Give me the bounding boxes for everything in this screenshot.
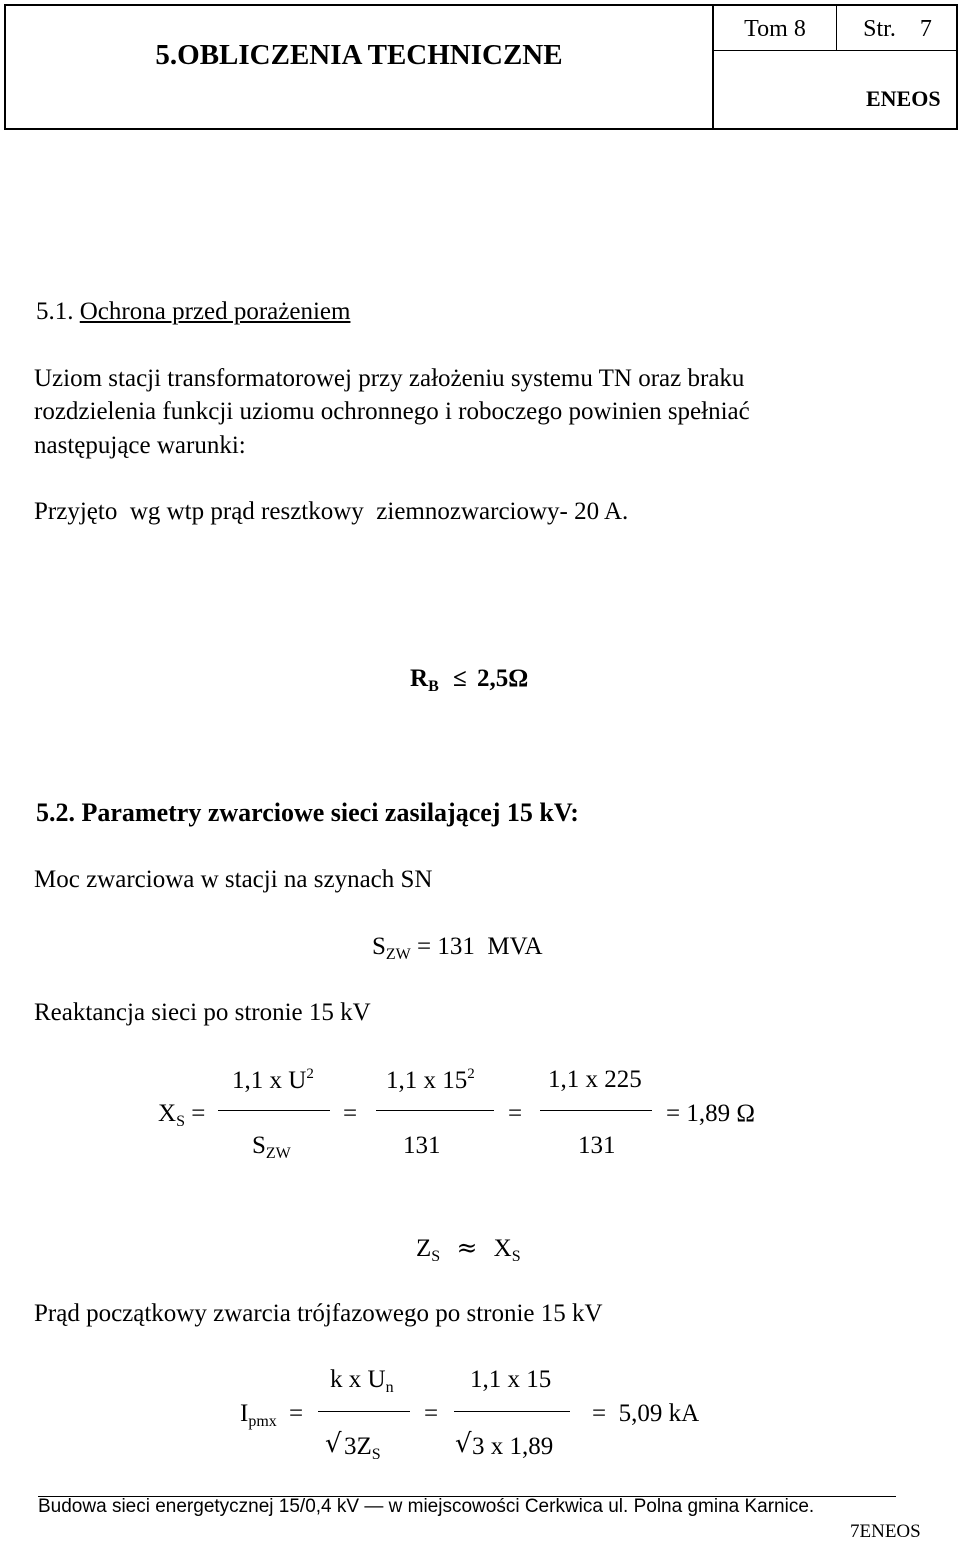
ipmx-fraction-bar1 [318,1411,410,1412]
header-cell-line [714,50,958,51]
xs-symbol: X [158,1100,177,1127]
section1-para-line3: następujące warunki: [34,432,246,459]
header-page: Str. 7 [863,16,932,42]
ipmx-num1: k x $U_n$ [330,1366,394,1396]
document-header [4,4,958,130]
rb-relation: ≤ [452,665,467,692]
section1-para-line1: Uziom stacji transformatorowej przy założeniu systemu TN oraz braku [34,365,745,392]
zs-subscript: S [431,1248,441,1265]
ipmx-lhs [240,1401,303,1430]
ipmx-subscript: pmx [248,1413,277,1430]
ipmx-fraction-bar2 [454,1411,570,1412]
xs-fraction-bar3 [540,1110,652,1111]
xs-eq2: = [343,1100,358,1127]
sqrt-icon-2: √ [455,1429,472,1459]
footer-text: Budowa sieci energetycznej 15/0,4 kV — w miejscowości Cerkwica ul. Polna gmina Karnice. [38,1496,815,1517]
xs-den2: 131 [403,1132,441,1159]
rb-symbol: R [410,665,429,692]
xs2-subscript: S [511,1248,521,1265]
footer-page: 7ENEOS [850,1521,921,1542]
xs-num1: 1,1 x $U^2$ [232,1066,314,1094]
szw-symbol: S [372,933,386,960]
xs-result: = 1,89 Ω [666,1100,755,1127]
section1-heading [36,299,350,324]
ipmx-symbol: I [240,1400,249,1427]
xs-eq3: = [508,1100,523,1127]
zs-symbol: Z [416,1235,432,1262]
ipmx-eq: = [289,1400,304,1427]
prad-label: Prąd początkowy zwarcia trójfazowego po stronie 15 kV [34,1300,603,1327]
header-title: 5.OBLICZENIA TECHNICZNE [155,39,563,71]
szw-value: = 131 MVA [410,933,543,960]
xs-subscript: S [176,1113,185,1130]
ipmx-eq2: = [424,1400,439,1427]
rb-subscript: B [428,678,439,695]
ipmx-result: = 5,09 kA [592,1400,700,1427]
sqrt-icon: √ [325,1429,342,1459]
xs-den3: 131 [578,1132,616,1159]
xs2-symbol: X [493,1235,512,1262]
section2-heading: 5.2. Parametry zwarciowe sieci zasilającej 15 kV: [36,798,579,827]
szw-subscript: ZW [385,946,411,963]
moc-label: Moc zwarciowa w stacji na szynach SN [34,866,433,893]
xs-fraction-bar2 [376,1110,494,1111]
rb-value: 2,5Ω [476,665,529,692]
section1-heading-text: Ochrona przed porażeniem [79,298,351,325]
ipmx-den1: $3Z_S$ [344,1433,381,1463]
reaktancja-label: Reaktancja sieci po stronie 15 kV [34,999,371,1026]
section1-para2: Przyjęto wg wtp prąd resztkowy ziemnozwarciowy- 20 A. [34,498,629,525]
szw-formula [372,934,543,963]
xs-num2: 1,1 x $15^2$ [386,1066,475,1094]
xs-fraction-bar1 [218,1110,330,1111]
header-org: ENEOS [866,86,941,111]
section1-para-line2: rozdzielenia funkcji uziomu ochronnego i roboczego powinien spełniać [34,398,750,425]
xs-lhs [158,1101,205,1130]
rb-formula [410,666,528,695]
xs-den1: $S_{ZW}$ [252,1132,291,1162]
ipmx-den2: 3 x 1,89 [472,1433,554,1460]
ipmx-num2: 1,1 x 15 [470,1366,552,1393]
xs-eq: = [191,1100,206,1127]
header-tom: Tom 8 [744,16,806,42]
xs-num3: 1,1 x 225 [548,1066,642,1093]
approx-sign: ≈ [456,1233,478,1262]
section1-heading-num: 5.1. [36,298,74,325]
zs-approx-xs [416,1235,521,1265]
